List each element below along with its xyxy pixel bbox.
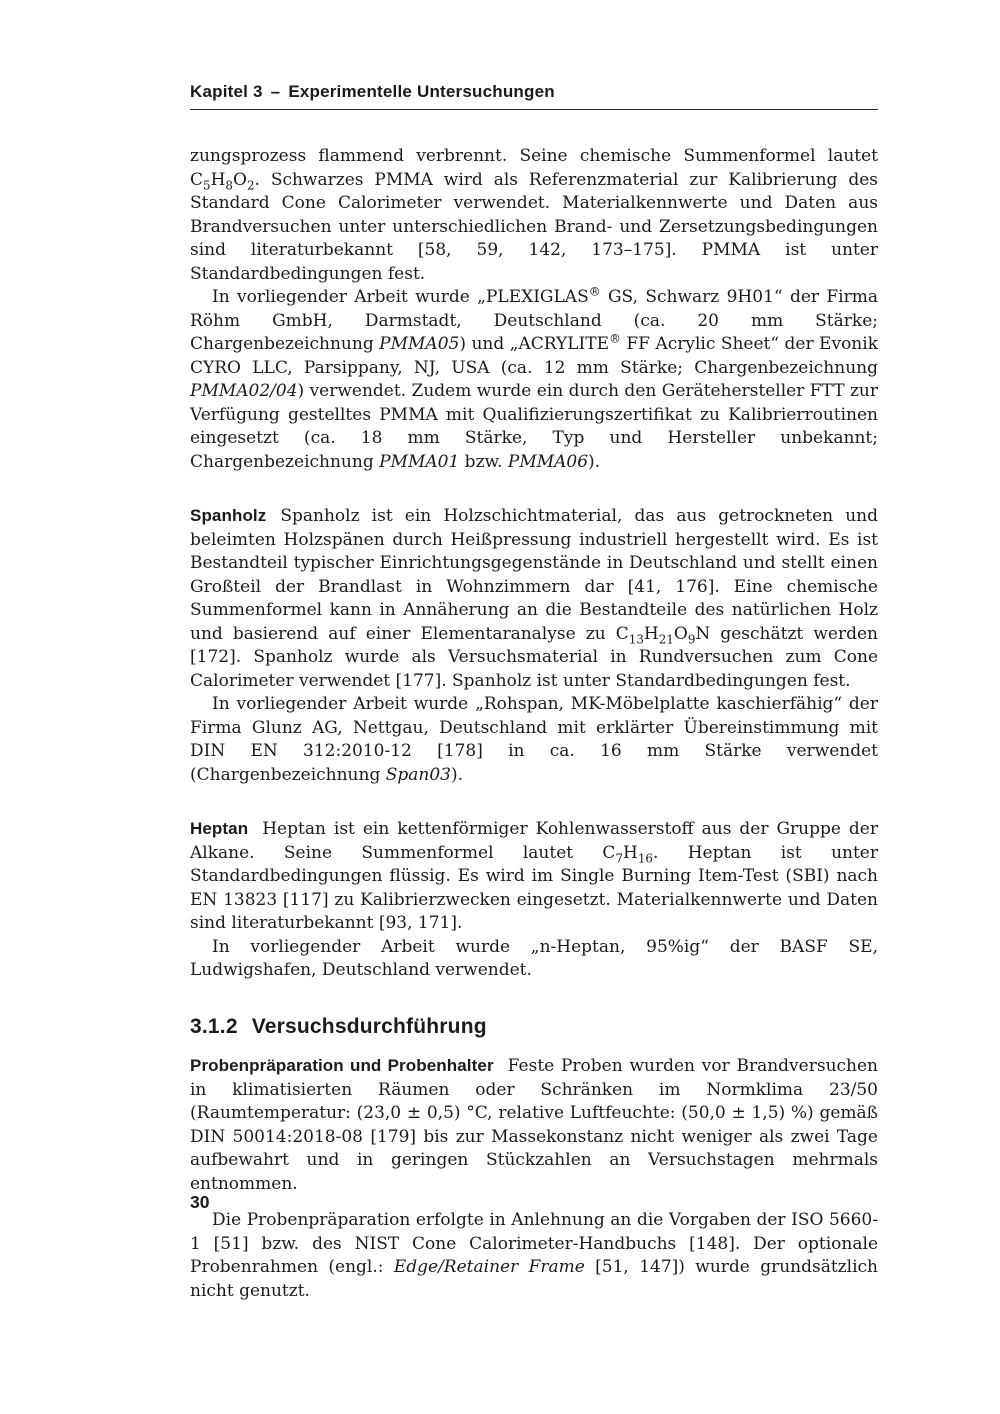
text-run: Spanholz ist ein Holzschichtmaterial, das aus getrockneten und beleimten Holzspänen durch Heißpressung industriell hergestellt wird. Es ist Bestandteil typischer Einrichtungsgegenstände in Deutschland und stellt einen Großteil der Brandlast in Wohnzimmern dar [41, 176]. Eine chemische Summenformel kann in Annäherung an die Bestandteile des natürlichen Holz und basierend auf einer Elementaranalyse zu C [190,506,878,644]
text-run: GS, Schwarz 9H01“ der Firma Röhm GmbH, Darmstadt, Deutschland (ca. 20 mm Stärke; Chargenbezeichnung [190,287,878,354]
text-run: zungsprozess flammend verbrennt. Seine chemische Summenformel lautet C [190,146,878,190]
text-run: In vorliegender Arbeit wurde „n-Heptan, 95%ig“ der BASF SE, Ludwigshafen, Deutschland verwendet. [190,936,878,980]
italic-run: PMMA01 [379,451,460,472]
paragraph [190,936,878,983]
superscript: ® [588,284,601,299]
text-run: bzw. [459,451,508,472]
italic-run: PMMA05 [379,334,460,354]
subscript: 16 [637,850,653,865]
subscript: 2 [246,177,255,192]
subscript: 7 [615,850,624,865]
header-separator: – [270,82,281,101]
section-heading [190,1015,878,1039]
subscript: 21 [658,631,674,646]
section-title: Versuchsdurchführung [251,1014,487,1038]
text-run: In vorliegender Arbeit wurde „Rohspan, MK-Möbelplatte kaschierfähig“ der Firma Glunz AG, Nettgau, Deutschland mit erklärter Übereinstimmung mit DIN EN 312:2010-12 [178] in ca. 16 mm Stärke verwendet (Chargenbezeichnung [190,694,878,785]
text-run: In vorliegender Arbeit wurde „PLEXIGLAS [212,287,589,307]
run-in-heading: Spanholz [190,506,267,525]
paragraph [190,145,878,286]
chapter-label: Kapitel 3 [190,82,263,101]
text-run: ). [451,764,464,785]
page-number: 30 [190,1192,210,1212]
subscript: 5 [203,177,211,192]
run-in-heading: Probenpräparation und Probenhalter [190,1056,494,1075]
text-run: H [623,842,638,863]
text-run: Heptan ist ein kettenförmiger Kohlenwasserstoff aus der Gruppe der Alkane. Seine Summenformel lautet C [190,819,878,863]
text-run: [51, 147]) wurde grundsätzlich nicht genutzt. [190,1257,878,1301]
section-number: 3.1.2 [190,1014,238,1038]
paragraph [190,693,878,787]
italic-run: PMMA02/04 [190,381,298,401]
paragraph [190,504,878,693]
text-run: N geschätzt werden [172]. Spanholz wurde als Versuchsmaterial in Rundversuchen zum Cone Calorimeter verwendet [177]. Spanholz ist unter Standardbedingungen fest. [190,623,878,691]
run-in-heading: Heptan [190,819,249,838]
text-run: O [673,623,688,644]
text-run: . Heptan ist unter Standardbedingungen flüssig. Es wird im Single Burning Item-Test (SBI) nach EN 13823 [117] zu Kalibrierzwecken eingesetzt. Materialkennwerte und Daten sind literaturbekannt [93, 171]. [190,842,878,933]
superscript: ® [609,331,621,346]
text-run: O [233,169,247,190]
subscript: 8 [225,177,233,192]
text-run: H [643,623,659,644]
subscript: 9 [687,631,696,646]
italic-run: Span03 [385,764,451,785]
italic-run: Edge/Retainer Frame [393,1257,585,1277]
paragraph [190,286,878,474]
chapter-title: Experimentelle Untersuchungen [288,82,555,101]
text-run: Die Probenpräparation erfolgte in Anlehnung an die Vorgaben der ISO 5660-1 [51] bzw. des NIST Cone Calorimeter-Handbuchs [148]. Der optionale Probenrahmen (engl.: [190,1210,878,1277]
text-run: H [210,169,226,190]
paragraph [190,1054,878,1196]
running-header [190,82,878,110]
paragraph [190,1209,878,1303]
text-run: ). [588,451,601,472]
paragraph [190,817,878,936]
text-run: FF Acrylic Sheet“ der Evonik CYRO LLC, Parsippany, NJ, USA (ca. 12 mm Stärke; Chargenbezeichnung [190,334,878,378]
text-run: ) und „ACRYLITE [459,334,610,354]
document-body [190,145,878,1303]
text-run: ) verwendet. Zudem wurde ein durch den Gerätehersteller FTT zur Verfügung gestelltes PMMA mit Qualifizierungszertifikat zu Kalibrierroutinen eingesetzt (ca. 18 mm Stärke, Typ und Hersteller unbekannt; Chargenbezeichnung [190,381,878,472]
text-run: . Schwarzes PMMA wird als Referenzmaterial zur Kalibrierung des Standard Cone Calorimeter verwendet. Materialkennwerte und Daten aus Brandversuchen unter unterschiedlichen Brand- und Zersetzungsbedingungen sind literaturbekannt [58, 59, 142, 173–175]. PMMA ist unter Standardbedingungen fest. [190,169,878,284]
subscript: 13 [628,631,644,646]
text-run: Feste Proben wurden vor Brandversuchen in klimatisierten Räumen oder Schränken im Normklima 23/50 (Raumtemperatur: (23,0 ± 0,5) °C, relative Luftfeuchte: (50,0 ± 1,5) %) gemäß DIN 50014:2018-08 [179] bis zur Massekonstanz nicht weniger als zwei Tage aufbewahrt und in geringen Stückzahlen an Versuchstagen mehrmals entnommen. [190,1056,878,1194]
italic-run: PMMA06 [507,451,589,472]
